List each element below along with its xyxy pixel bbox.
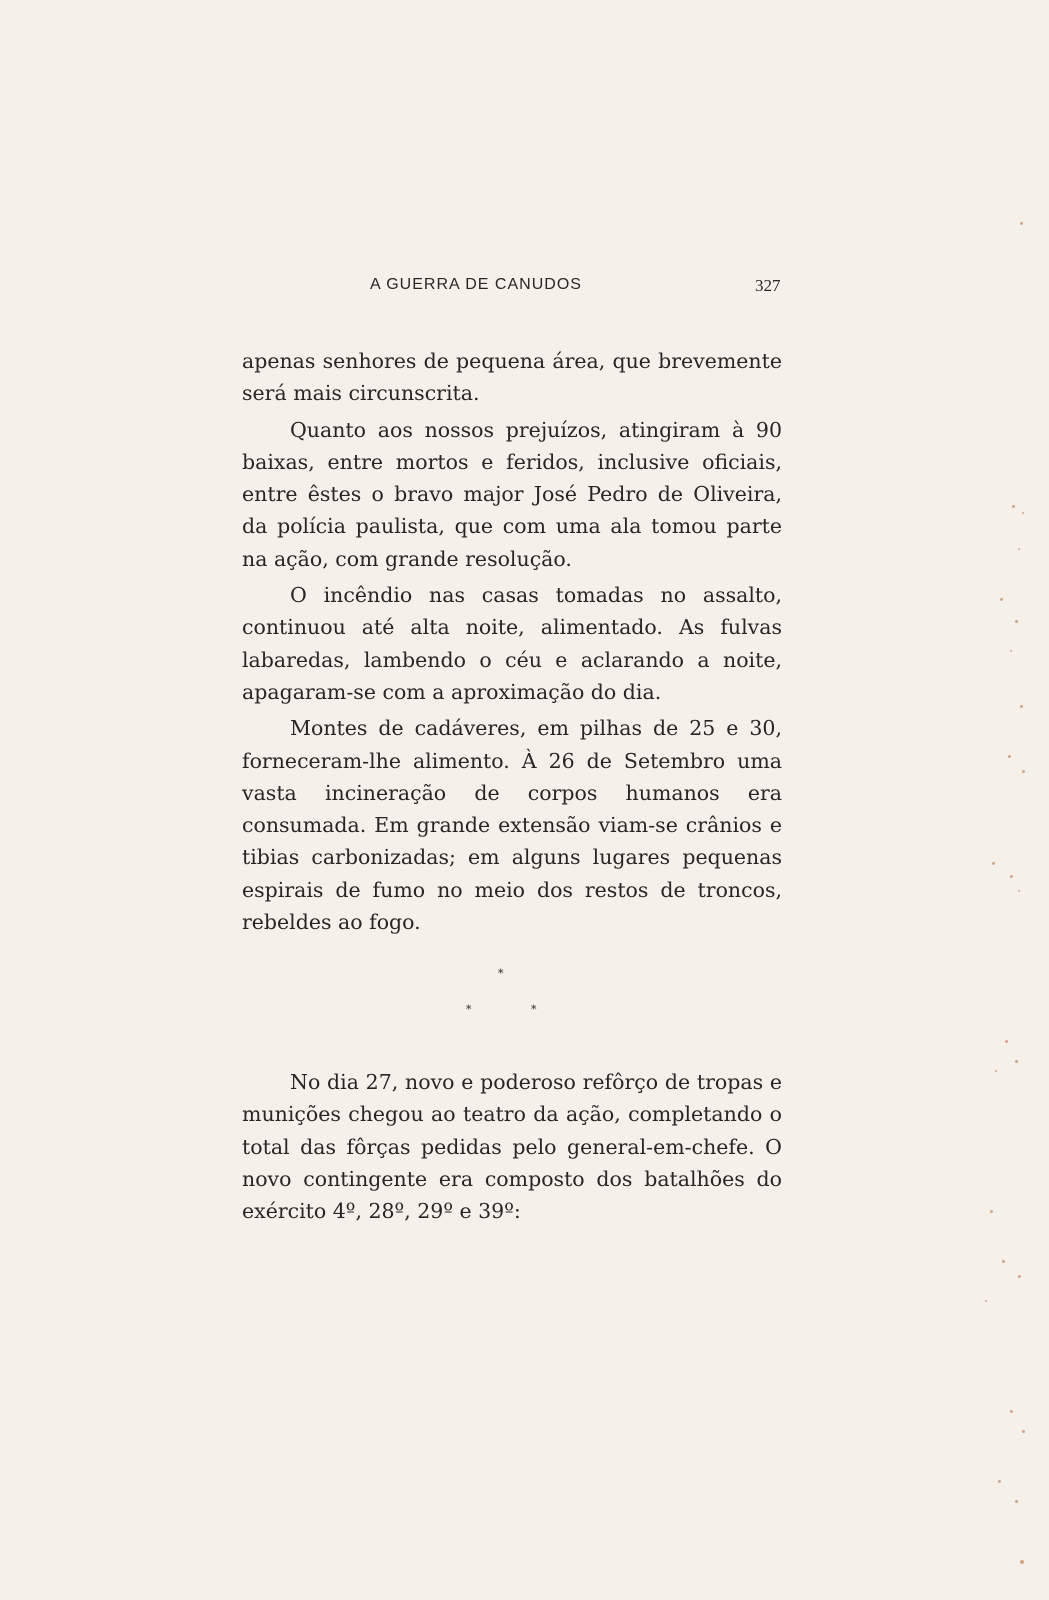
paragraph-losses: Quanto aos nossos prejuízos, atingiram à 90 baixas, entre mortos e feridos, inclusive oficiais, entre êstes o bravo major José Pedro de Oliveira, da polícia paulista, que com uma ala tomou parte na ação, com grande resolução.	[242, 417, 782, 571]
asterism-star-top: *	[498, 967, 504, 980]
body-text-lower	[242, 1066, 782, 1231]
asterism-star-left: *	[466, 1003, 472, 1016]
body-text-upper	[242, 345, 782, 942]
asterism-star-right: *	[531, 1003, 537, 1016]
page-number: 327	[755, 276, 781, 295]
running-title: A GUERRA DE CANUDOS	[370, 276, 582, 293]
paragraph-continued: apenas senhores de pequena área, que brevemente será mais circunscrita.	[242, 349, 782, 406]
paragraph-reinforcements: No dia 27, novo e poderoso refôrço de tropas e munições chegou ao teatro da ação, completando o total das fôrças pedidas pelo general-em-chefe. O novo contingente era composto dos batalhões do exército 4º, 28º, 29º e 39º:	[242, 1070, 782, 1224]
paragraph-fire: O incêndio nas casas tomadas no assalto, continuou até alta noite, alimentado. As fulvas labaredas, lambendo o céu e aclarando a noite, apagaram-se com a aproximação do dia.	[242, 583, 782, 704]
paragraph-corpses: Montes de cadáveres, em pilhas de 25 e 30, forneceram-lhe alimento. À 26 de Setembro uma vasta incineração de corpos humanos era consumada. Em grande extensão viam-se crânios e tibias carbonizadas; em alguns lugares pequenas espirais de fumo no meio dos restos de troncos, rebeldes ao fogo.	[242, 716, 782, 935]
